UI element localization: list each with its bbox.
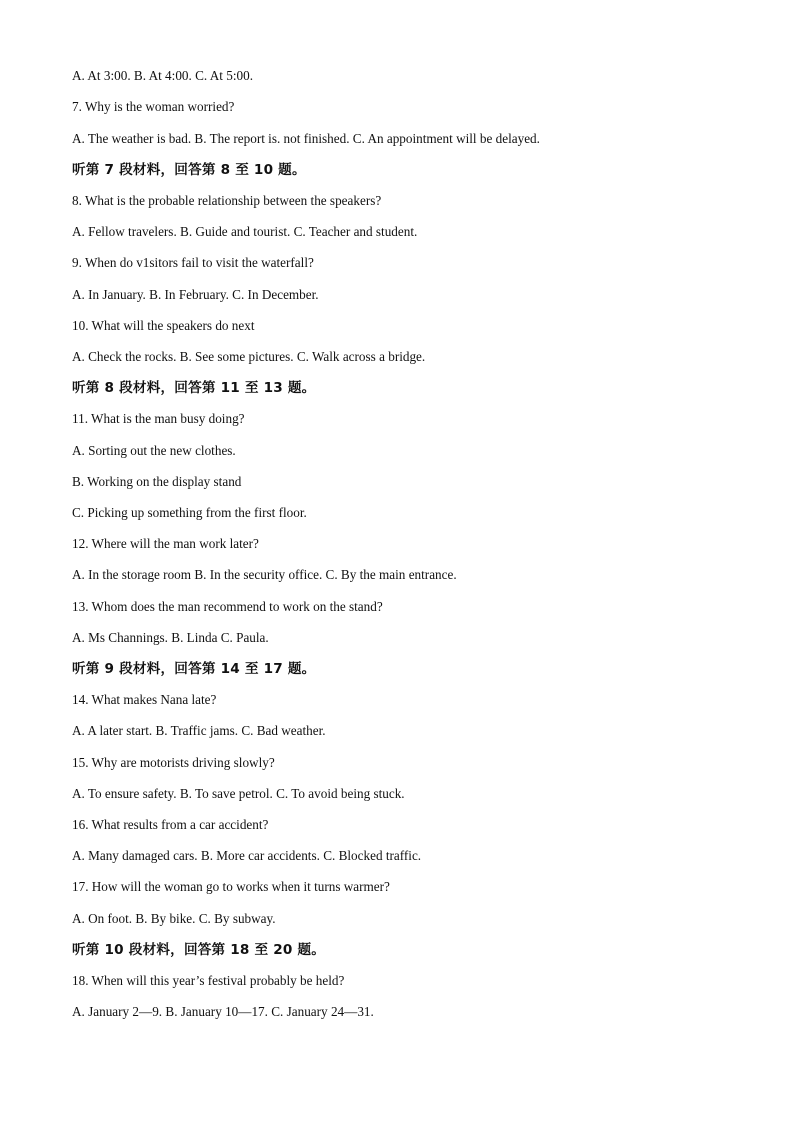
question-17: 17. How will the woman go to works when it turns warmer? bbox=[72, 879, 390, 894]
question-8: 8. What is the probable relationship between the speakers? bbox=[72, 193, 382, 208]
section-heading-7: 听第 7 段材料，回答第 8 至 10 题。 bbox=[72, 162, 306, 178]
answer-option-q11-a: A. Sorting out the new clothes. bbox=[72, 443, 236, 458]
section-heading-8: 听第 8 段材料，回答第 11 至 13 题。 bbox=[72, 380, 316, 396]
answer-options-q14: A. A later start. B. Traffic jams. C. Bad weather. bbox=[72, 723, 326, 738]
answer-options-q9: A. In January. B. In February. C. In December. bbox=[72, 287, 319, 302]
answer-options-q7: A. The weather is bad. B. The report is. not finished. C. An appointment will be delayed. bbox=[72, 131, 540, 146]
question-10: 10. What will the speakers do next bbox=[72, 318, 255, 333]
question-15: 15. Why are motorists driving slowly? bbox=[72, 755, 275, 770]
question-13: 13. Whom does the man recommend to work on the stand? bbox=[72, 599, 383, 614]
answer-options-q18: A. January 2—9. B. January 10—17. C. January 24—31. bbox=[72, 1004, 374, 1019]
question-11: 11. What is the man busy doing? bbox=[72, 411, 245, 426]
question-16: 16. What results from a car accident? bbox=[72, 817, 269, 832]
answer-options-q15: A. To ensure safety. B. To save petrol. C. To avoid being stuck. bbox=[72, 786, 405, 801]
answer-options-q12: A. In the storage room B. In the security office. C. By the main entrance. bbox=[72, 567, 457, 582]
section-heading-9: 听第 9 段材料，回答第 14 至 17 题。 bbox=[72, 661, 316, 677]
answer-options-q13: A. Ms Channings. B. Linda C. Paula. bbox=[72, 630, 269, 645]
answer-options-q6: A. At 3:00. B. At 4:00. C. At 5:00. bbox=[72, 68, 253, 83]
section-heading-10: 听第 10 段材料，回答第 18 至 20 题。 bbox=[72, 942, 326, 958]
question-14: 14. What makes Nana late? bbox=[72, 692, 217, 707]
question-7: 7. Why is the woman worried? bbox=[72, 99, 235, 114]
question-18: 18. When will this year’s festival probably be held? bbox=[72, 973, 345, 988]
answer-option-q11-c: C. Picking up something from the first floor. bbox=[72, 505, 307, 520]
answer-option-q11-b: B. Working on the display stand bbox=[72, 474, 242, 489]
answer-options-q17: A. On foot. B. By bike. C. By subway. bbox=[72, 911, 276, 926]
question-12: 12. Where will the man work later? bbox=[72, 536, 259, 551]
question-9: 9. When do v1sitors fail to visit the waterfall? bbox=[72, 255, 314, 270]
answer-options-q8: A. Fellow travelers. B. Guide and tourist. C. Teacher and student. bbox=[72, 224, 418, 239]
answer-options-q10: A. Check the rocks. B. See some pictures. C. Walk across a bridge. bbox=[72, 349, 426, 364]
answer-options-q16: A. Many damaged cars. B. More car accidents. C. Blocked traffic. bbox=[72, 848, 422, 863]
